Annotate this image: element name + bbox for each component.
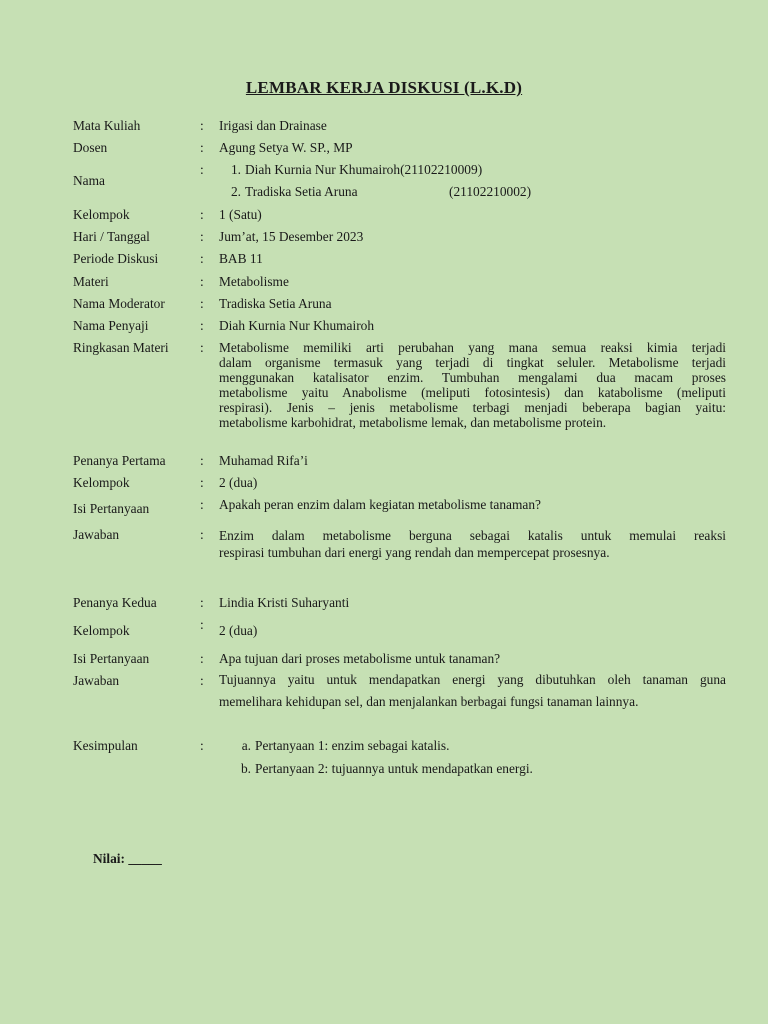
paragraph-line: respirasi). Jenis – jenis metabolisme terbagi menjadi beberapa bagian yaitu: — [219, 400, 726, 415]
kesimpulan-item-a — [229, 738, 449, 753]
paragraph-line: memelihara kehidupan sel, dan menjalankan berbagai fungsi tanaman lainnya. — [219, 694, 639, 709]
kesimpulan-text: Pertanyaan 1: enzim sebagai katalis. — [255, 738, 450, 753]
colon: : — [200, 318, 204, 333]
kesimpulan-text: Pertanyaan 2: tujuannya untuk mendapatkan energi. — [255, 761, 533, 776]
colon: : — [200, 617, 204, 632]
value-mata-kuliah: Irigasi dan Drainase — [219, 118, 327, 133]
label-isi-pertanyaan: Isi Pertanyaan — [73, 501, 150, 516]
colon: : — [200, 207, 204, 222]
label-kelompok: Kelompok — [73, 475, 130, 490]
list-marker: a. — [241, 738, 251, 753]
label-kesimpulan: Kesimpulan — [73, 738, 138, 753]
value-isi-pertanyaan: Apa tujuan dari proses metabolisme untuk tanaman? — [219, 651, 501, 666]
colon: : — [200, 673, 204, 688]
label-jawaban: Jawaban — [73, 527, 120, 542]
paragraph-line: menggunakan katalisator enzim. Tumbuhan mengalami dua macam proses — [219, 370, 726, 385]
label-penanya-pertama: Penanya Pertama — [73, 453, 166, 468]
value-nama-penyaji: Diah Kurnia Nur Khumairoh — [219, 318, 375, 333]
paragraph-line: Metabolisme memiliki arti perubahan yang mana semua reaksi kimia terjadi — [219, 340, 726, 355]
paragraph-line: metabolisme karbohidrat, metabolisme lemak, dan metabolisme protein. — [219, 415, 607, 430]
colon: : — [200, 140, 204, 155]
ringkasan-materi-text — [219, 340, 726, 430]
paragraph-line: dalam organisme termasuk yang terjadi di tingkat seluler. Metabolisme terjadi — [219, 355, 726, 370]
value-kelompok: 1 (Satu) — [219, 207, 262, 222]
label-materi: Materi — [73, 274, 109, 289]
colon: : — [200, 527, 204, 542]
jawaban-text — [219, 669, 726, 713]
colon: : — [200, 162, 204, 177]
member-nim: (21102210002) — [449, 184, 532, 199]
document-title: LEMBAR KERJA DISKUSI (L.K.D) — [245, 78, 523, 97]
paragraph-line: metabolisme yaitu Anabolisme (meliputi fotosintesis) dan katabolisme (meliputi — [219, 385, 726, 400]
label-ringkasan-materi: Ringkasan Materi — [73, 340, 169, 355]
value-penanya-pertama: Muhamad Rifa’i — [219, 453, 308, 468]
value-kelompok: 2 (dua) — [219, 475, 258, 490]
nama-item-1 — [219, 162, 482, 177]
member-name: Diah Kurnia Nur Khumairoh — [245, 162, 401, 177]
colon: : — [200, 251, 204, 266]
label-isi-pertanyaan: Isi Pertanyaan — [73, 651, 150, 666]
label-mata-kuliah: Mata Kuliah — [73, 118, 141, 133]
colon: : — [200, 274, 204, 289]
colon: : — [200, 595, 204, 610]
member-nim: (21102210009) — [400, 162, 483, 177]
colon: : — [200, 651, 204, 666]
member-name: Tradiska Setia Aruna — [245, 184, 358, 199]
list-marker: 2. — [230, 184, 241, 199]
kesimpulan-item-b — [229, 761, 533, 776]
list-marker: 1. — [230, 162, 241, 177]
paragraph-line: Tujuannya yaitu untuk mendapatkan energi yang dibutuhkan oleh tanaman guna — [219, 672, 726, 687]
colon: : — [200, 497, 204, 512]
list-marker: b. — [240, 761, 251, 776]
label-hari-tanggal: Hari / Tanggal — [73, 229, 150, 244]
colon: : — [200, 296, 204, 311]
label-kelompok: Kelompok — [73, 207, 130, 222]
colon: : — [200, 340, 204, 355]
value-nama-moderator: Tradiska Setia Aruna — [219, 296, 332, 311]
value-dosen: Agung Setya W. SP., MP — [219, 140, 353, 155]
nilai-field: Nilai: _____ — [93, 851, 162, 866]
jawaban-text — [219, 527, 726, 561]
paragraph-line: Enzim dalam metabolisme berguna sebagai katalis untuk memulai reaksi — [219, 528, 726, 543]
label-jawaban: Jawaban — [73, 673, 120, 688]
value-periode-diskusi: BAB 11 — [219, 251, 263, 266]
label-nama: Nama — [73, 173, 105, 188]
colon: : — [200, 229, 204, 244]
value-kelompok: 2 (dua) — [219, 623, 258, 638]
label-nama-moderator: Nama Moderator — [73, 296, 165, 311]
label-dosen: Dosen — [73, 140, 108, 155]
value-isi-pertanyaan: Apakah peran enzim dalam kegiatan metabolisme tanaman? — [219, 497, 541, 512]
value-materi: Metabolisme — [219, 274, 289, 289]
nama-item-2 — [219, 184, 358, 199]
colon: : — [200, 118, 204, 133]
label-penanya-kedua: Penanya Kedua — [73, 595, 157, 610]
value-penanya-kedua: Lindia Kristi Suharyanti — [219, 595, 350, 610]
colon: : — [200, 738, 204, 753]
label-kelompok: Kelompok — [73, 623, 130, 638]
label-periode-diskusi: Periode Diskusi — [73, 251, 159, 266]
paragraph-line: respirasi tumbuhan dari energi yang rendah dan mempercepat prosesnya. — [219, 545, 610, 560]
label-nama-penyaji: Nama Penyaji — [73, 318, 149, 333]
colon: : — [200, 475, 204, 490]
value-hari-tanggal: Jum’at, 15 Desember 2023 — [219, 229, 364, 244]
colon: : — [200, 453, 204, 468]
